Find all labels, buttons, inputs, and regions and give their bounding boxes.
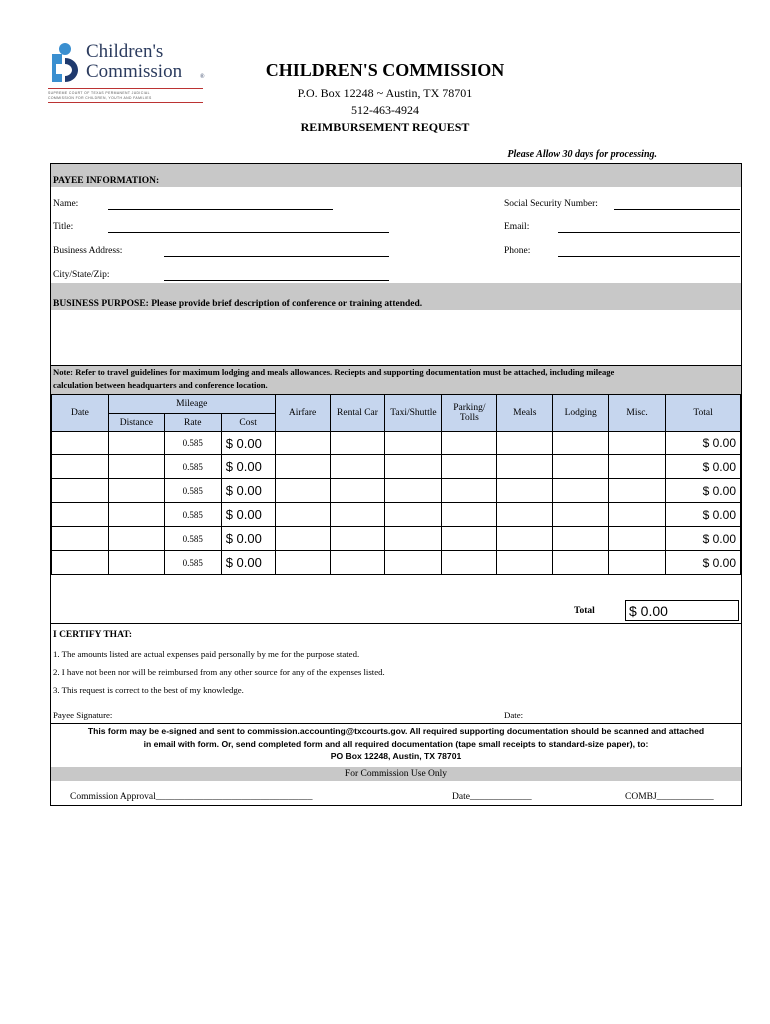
date-cell[interactable] <box>52 527 109 551</box>
cost-cell: $ 0.00 <box>221 503 275 527</box>
lodging-cell[interactable] <box>553 455 609 479</box>
col-parking-tolls <box>442 395 497 432</box>
distance-cell[interactable] <box>108 455 164 479</box>
meals-cell[interactable] <box>497 432 553 455</box>
meals-cell[interactable] <box>497 527 553 551</box>
logo-subtitle-2: COMMISSION FOR CHILDREN, YOUTH AND FAMILIES <box>48 96 152 100</box>
travel-note <box>51 366 741 394</box>
col-airfare: Airfare <box>275 395 330 432</box>
rental-car-cell[interactable] <box>330 503 385 527</box>
rental-car-cell[interactable] <box>330 479 385 503</box>
city-state-zip-field[interactable] <box>164 280 389 281</box>
table-row <box>52 479 741 503</box>
col-parking-line-1: Parking/ <box>453 403 486 413</box>
notice-line-2: in email with form. Or, send completed form and all required documentation (tape small receipts to standard-size paper), to: <box>143 738 649 749</box>
meals-cell[interactable] <box>497 551 553 575</box>
travel-note-line-1: Note: Refer to travel guidelines for maximum lodging and meals allowances. Reciepts and supporting documentation must be attached, including mileage <box>53 367 615 377</box>
rental-car-cell[interactable] <box>330 551 385 575</box>
table-row <box>52 551 741 575</box>
divider <box>51 623 741 624</box>
commission-approval-field: Commission Approval_________________________________ <box>70 792 313 802</box>
payee-signature-label: Payee Signature: <box>53 710 113 720</box>
certify-item-1: 1. The amounts listed are actual expenses paid personally by me for the purpose stated. <box>53 649 360 659</box>
notice-line-1: This form may be e-signed and sent to commission.accounting@txcourts.gov. All required supporting documentation should be scanned and attached <box>87 726 705 736</box>
business-address-field[interactable] <box>164 256 389 257</box>
reimbursement-form <box>50 163 742 806</box>
parking-cell[interactable] <box>442 432 497 455</box>
org-address: P.O. Box 12248 ~ Austin, TX 78701 <box>297 86 473 100</box>
parking-cell[interactable] <box>442 479 497 503</box>
distance-cell[interactable] <box>108 503 164 527</box>
notice-line-3: PO Box 12248, Austin, TX 78701 <box>330 751 462 761</box>
taxi-cell[interactable] <box>385 455 442 479</box>
cost-cell: $ 0.00 <box>221 527 275 551</box>
certify-title: I CERTIFY THAT: <box>53 630 133 640</box>
distance-cell[interactable] <box>108 527 164 551</box>
email-field[interactable] <box>558 232 740 233</box>
submission-notice <box>51 725 741 763</box>
misc-cell[interactable] <box>609 551 666 575</box>
col-meals: Meals <box>497 395 553 432</box>
title-label: Title: <box>53 222 74 232</box>
table-row <box>52 455 741 479</box>
parking-cell[interactable] <box>442 503 497 527</box>
logo-registered-mark: ® <box>200 74 205 80</box>
logo-subtitle-1: SUPREME COURT OF TEXAS PERMANENT JUDICIAL <box>48 91 150 95</box>
date-cell[interactable] <box>52 479 109 503</box>
taxi-cell[interactable] <box>385 503 442 527</box>
certify-item-3: 3. This request is correct to the best of my knowledge. <box>53 685 244 695</box>
airfare-cell[interactable] <box>275 503 330 527</box>
col-total: Total <box>666 395 741 432</box>
col-lodging: Lodging <box>553 395 609 432</box>
taxi-cell[interactable] <box>385 432 442 455</box>
misc-cell[interactable] <box>609 527 666 551</box>
date-cell[interactable] <box>52 551 109 575</box>
col-taxi-shuttle: Taxi/Shuttle <box>385 395 442 432</box>
name-field[interactable] <box>108 209 333 210</box>
misc-cell[interactable] <box>609 455 666 479</box>
name-label: Name: <box>53 199 79 209</box>
row-total-cell: $ 0.00 <box>666 527 741 551</box>
phone-label: Phone: <box>504 246 531 256</box>
airfare-cell[interactable] <box>275 527 330 551</box>
meals-cell[interactable] <box>497 479 553 503</box>
signature-date-label: Date: <box>504 710 524 720</box>
business-purpose-header: BUSINESS PURPOSE: Please provide brief description of conference or training attended. <box>51 283 741 310</box>
city-state-zip-label: City/State/Zip: <box>53 270 110 280</box>
rental-car-cell[interactable] <box>330 432 385 455</box>
cost-cell: $ 0.00 <box>221 479 275 503</box>
cost-cell: $ 0.00 <box>221 432 275 455</box>
cost-cell: $ 0.00 <box>221 551 275 575</box>
grand-total-value: $ 0.00 <box>625 600 739 621</box>
combj-field: COMBJ____________ <box>625 792 714 802</box>
commission-use-band: For Commission Use Only <box>51 767 741 781</box>
col-distance: Distance <box>108 414 164 432</box>
rate-cell: 0.585 <box>164 455 221 479</box>
misc-cell[interactable] <box>609 432 666 455</box>
col-date: Date <box>52 395 109 432</box>
expense-table <box>51 394 741 575</box>
cost-cell: $ 0.00 <box>221 455 275 479</box>
logo-word-childrens: Children's <box>86 41 164 62</box>
rental-car-cell[interactable] <box>330 455 385 479</box>
travel-note-line-2: calculation between headquarters and conference location. <box>53 379 268 390</box>
rate-cell: 0.585 <box>164 479 221 503</box>
date-cell[interactable] <box>52 432 109 455</box>
email-label: Email: <box>504 222 530 232</box>
ssn-label: Social Security Number: <box>504 199 598 209</box>
rate-cell: 0.585 <box>164 551 221 575</box>
meals-cell[interactable] <box>497 503 553 527</box>
grand-total-label: Total <box>574 606 595 616</box>
divider <box>51 723 741 724</box>
org-phone: 512-463-4924 <box>351 103 419 117</box>
form-title: REIMBURSEMENT REQUEST <box>300 120 470 134</box>
date-cell[interactable] <box>52 503 109 527</box>
airfare-cell[interactable] <box>275 551 330 575</box>
lodging-cell[interactable] <box>553 527 609 551</box>
table-row <box>52 527 741 551</box>
rental-car-cell[interactable] <box>330 527 385 551</box>
col-misc: Misc. <box>609 395 666 432</box>
meals-cell[interactable] <box>497 455 553 479</box>
lodging-cell[interactable] <box>553 503 609 527</box>
commission-date-field: Date_____________ <box>452 792 532 802</box>
row-total-cell: $ 0.00 <box>666 551 741 575</box>
org-title: CHILDREN'S COMMISSION <box>265 60 505 80</box>
col-mileage: Mileage <box>108 395 275 414</box>
lodging-cell[interactable] <box>553 432 609 455</box>
business-purpose-field[interactable] <box>51 310 741 365</box>
rate-cell: 0.585 <box>164 527 221 551</box>
phone-field[interactable] <box>558 256 740 257</box>
date-cell[interactable] <box>52 455 109 479</box>
row-total-cell: $ 0.00 <box>666 455 741 479</box>
airfare-cell[interactable] <box>275 455 330 479</box>
ssn-field[interactable] <box>614 209 740 210</box>
processing-note: Please Allow 30 days for processing. <box>507 149 657 160</box>
logo-word-commission: Commission <box>86 61 183 82</box>
taxi-cell[interactable] <box>385 479 442 503</box>
table-row <box>52 503 741 527</box>
distance-cell[interactable] <box>108 479 164 503</box>
title-field[interactable] <box>108 232 389 233</box>
parking-cell[interactable] <box>442 455 497 479</box>
taxi-cell[interactable] <box>385 551 442 575</box>
misc-cell[interactable] <box>609 503 666 527</box>
payee-section-header: PAYEE INFORMATION: <box>51 164 741 187</box>
col-rate: Rate <box>164 414 221 432</box>
row-total-cell: $ 0.00 <box>666 432 741 455</box>
taxi-cell[interactable] <box>385 527 442 551</box>
misc-cell[interactable] <box>609 479 666 503</box>
parking-cell[interactable] <box>442 527 497 551</box>
lodging-cell[interactable] <box>553 479 609 503</box>
rate-cell: 0.585 <box>164 432 221 455</box>
col-cost: Cost <box>221 414 275 432</box>
table-row <box>52 432 741 455</box>
airfare-cell[interactable] <box>275 432 330 455</box>
distance-cell[interactable] <box>108 551 164 575</box>
certify-item-2: 2. I have not been nor will be reimbursed from any other source for any of the expenses listed. <box>53 667 385 677</box>
business-address-label: Business Address: <box>53 246 123 256</box>
distance-cell[interactable] <box>108 432 164 455</box>
row-total-cell: $ 0.00 <box>666 503 741 527</box>
col-rental-car: Rental Car <box>330 395 385 432</box>
airfare-cell[interactable] <box>275 479 330 503</box>
rate-cell: 0.585 <box>164 503 221 527</box>
row-total-cell: $ 0.00 <box>666 479 741 503</box>
lodging-cell[interactable] <box>553 551 609 575</box>
parking-cell[interactable] <box>442 551 497 575</box>
col-parking-line-2: Tolls <box>459 413 479 423</box>
